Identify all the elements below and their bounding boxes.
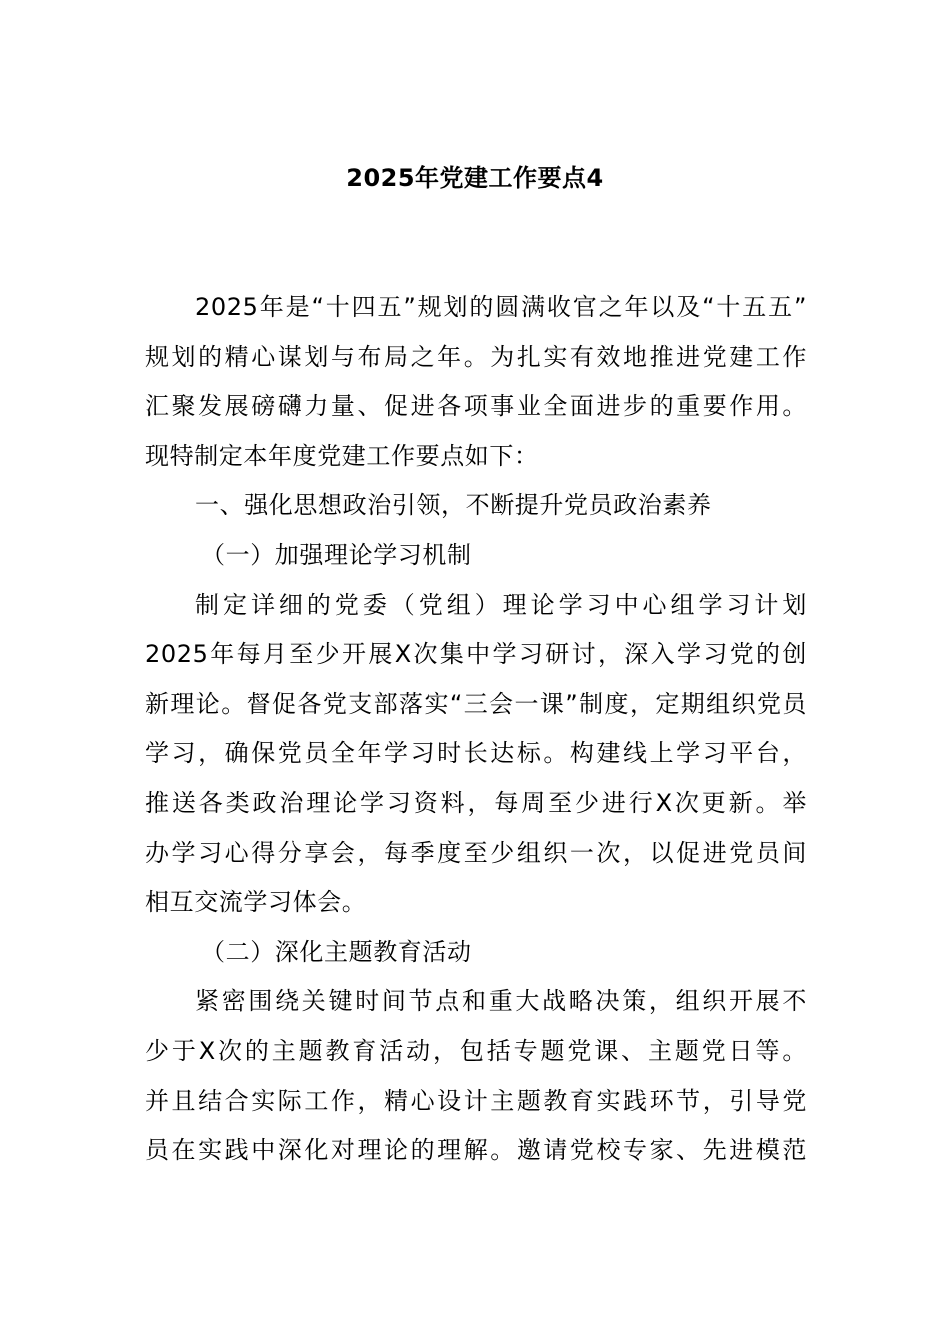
paragraph-intro-line-2: 规划的精心谋划与布局之年。为扎实有效地推进党建工作 — [145, 342, 807, 371]
document-title: 2025年党建工作要点4 — [346, 164, 604, 192]
paragraph-study-line-3: 新理论。督促各党支部落实“三会一课”制度，定期组织党员 — [145, 689, 807, 718]
paragraph-intro-line-1: 2025年是“十四五”规划的圆满收官之年以及“十五五” — [195, 293, 807, 321]
paragraph-intro-line-4: 现特制定本年度党建工作要点如下： — [145, 441, 539, 470]
paragraph-study-line-5: 推送各类政治理论学习资料，每周至少进行X次更新。举 — [145, 788, 807, 817]
paragraph-theme-line-4: 员在实践中深化对理论的理解。邀请党校专家、先进模范 — [145, 1136, 807, 1165]
subsection-heading-1: （一）加强理论学习机制 — [201, 540, 472, 569]
paragraph-theme-line-3: 并且结合实际工作，精心设计主题教育实践环节，引导党 — [145, 1086, 807, 1115]
paragraph-study-line-1: 制定详细的党委（党组）理论学习中心组学习计划 — [195, 590, 807, 619]
document-body — [145, 283, 807, 1176]
paragraph-study-line-7: 相互交流学习体会。 — [145, 888, 367, 917]
paragraph-study-line-4: 学习，确保党员全年学习时长达标。构建线上学习平台， — [145, 739, 807, 768]
paragraph-theme-line-1: 紧密围绕关键时间节点和重大战略决策，组织开展不 — [195, 987, 807, 1016]
paragraph-study-line-2: 2025年每月至少开展X次集中学习研讨，深入学习党的创 — [145, 640, 807, 669]
paragraph-theme-line-2: 少于X次的主题教育活动，包括专题党课、主题党日等。 — [145, 1036, 807, 1065]
paragraph-intro-line-3: 汇聚发展磅礴力量、促进各项事业全面进步的重要作用。 — [145, 392, 807, 421]
section-heading-1: 一、强化思想政治引领，不断提升党员政治素养 — [195, 491, 712, 520]
subsection-heading-2: （二）深化主题教育活动 — [201, 937, 472, 966]
paragraph-study-line-6: 办学习心得分享会，每季度至少组织一次，以促进党员间 — [145, 838, 807, 867]
